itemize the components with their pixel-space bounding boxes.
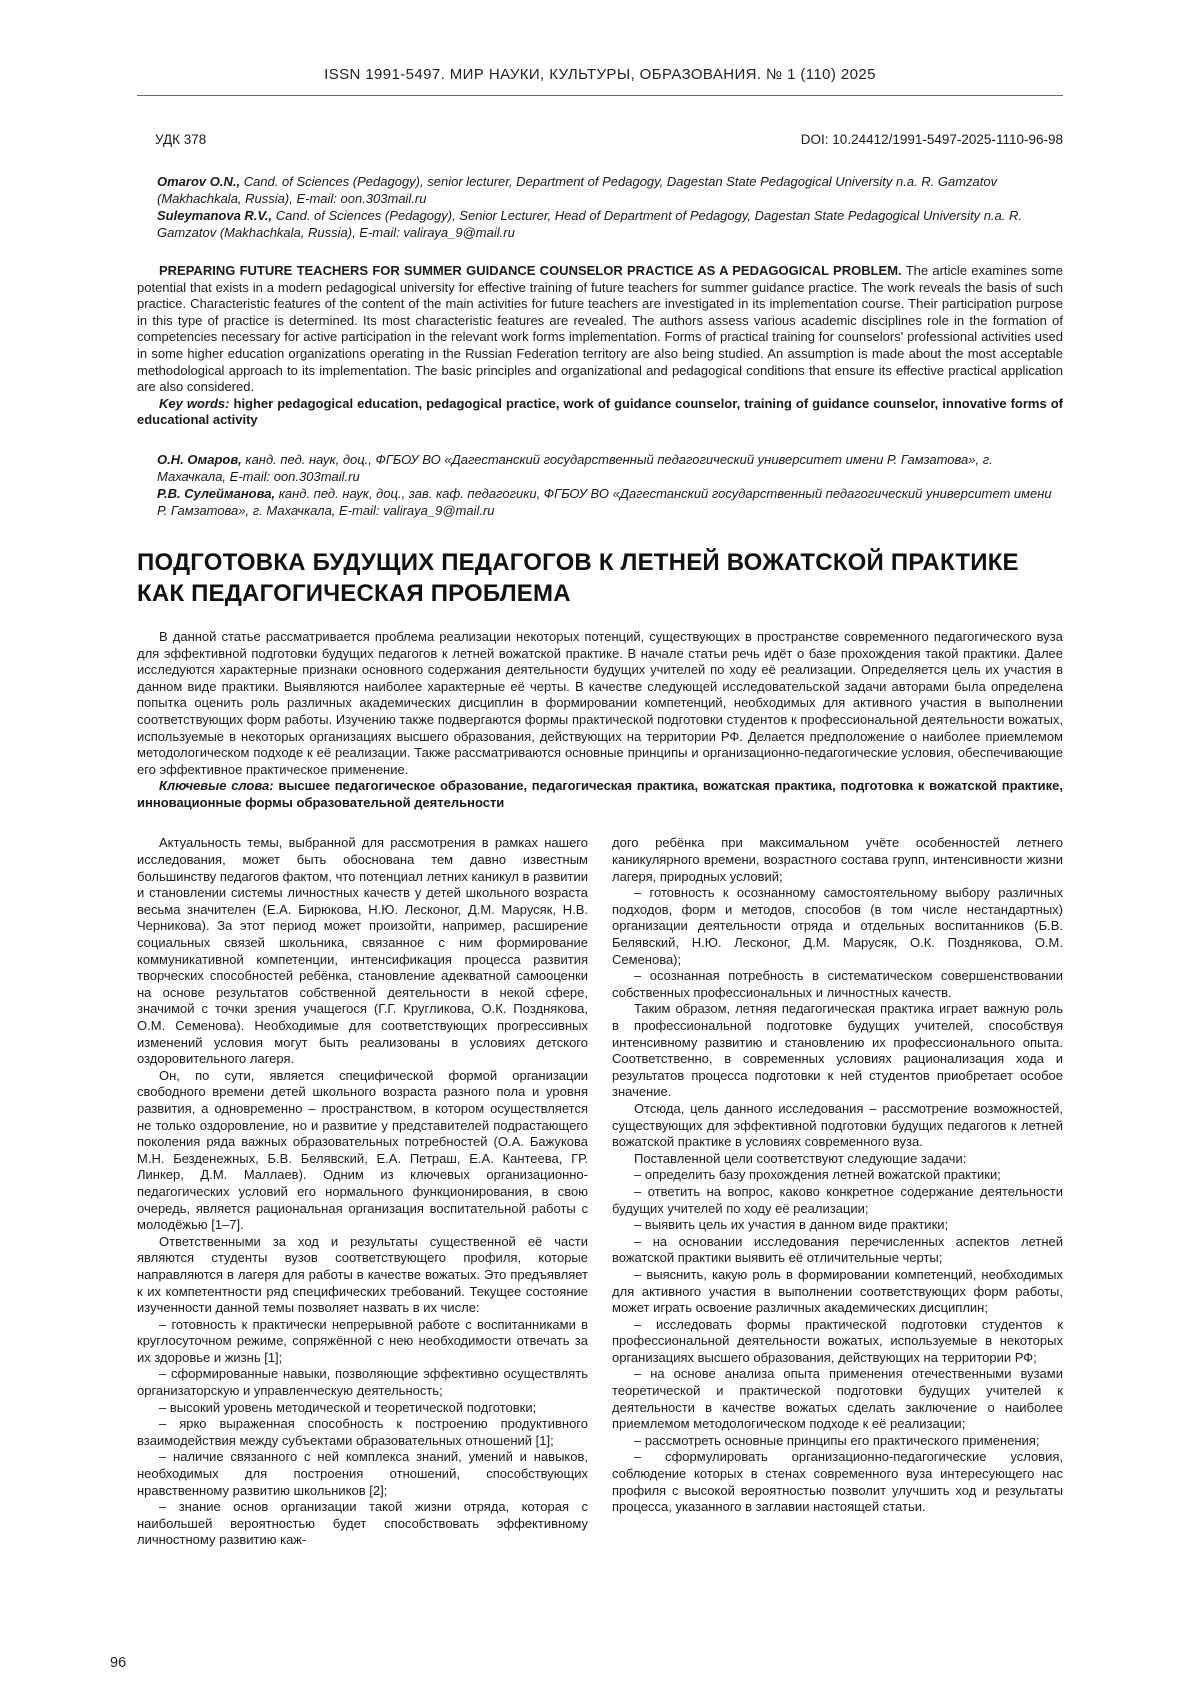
author-affiliation: Cand. of Sciences (Pedagogy), senior lecturer, Department of Pedagogy, Dagestan State Pedagogical University n.a. R. Gamzatov (Makhachkala, Russia), E-mail: oon.303mail.ru [157, 174, 998, 206]
body-list-item: – готовность к осознанному самостоятельному выбору различных подходов, форм и методов, способов (в том числе нестандартных) организации деятельности отряда и отдельных воспитанников (Б.В. Белявский, Н.Ю. Лесконог, Д.М. Марусяк, О.К. Позднякова, О.М. Семенова); [612, 885, 1063, 967]
author-name: Р.В. Сулейманова, [157, 485, 276, 501]
body-list-item: – ответить на вопрос, каково конкретное содержание деятельности будущих учителей по ходу её реализации; [612, 1183, 1063, 1216]
body-list-item: – выяснить, какую роль в формировании компетенций, необходимых для активного участия в выполнении соответствующих форм работы, может играть освоение различных академических дисциплин; [612, 1266, 1063, 1316]
keywords-russian [137, 778, 1063, 811]
body-list-item: – рассмотреть основные принципы его практического применения; [634, 1432, 1040, 1448]
body-list-item: – сформированные навыки, позволяющие эффективно осуществлять организаторскую и управленческую деятельность; [137, 1366, 588, 1399]
authors-russian-block [137, 451, 1063, 519]
body-list-item: – определить базу прохождения летней вожатской практики; [634, 1167, 1001, 1183]
udk-code: УДК 378 [155, 132, 207, 147]
author-name: О.Н. Омаров, [157, 451, 242, 467]
body-list-item: – знание основ организации такой жизни отряда, которая с наибольшей вероятностью будет способствовать эффективному личностному развитию каж- [137, 1499, 588, 1548]
body-list-item: – выявить цель их участия в данном виде практики; [634, 1217, 949, 1233]
page-number: 96 [110, 1655, 127, 1671]
body-right-column [612, 835, 1063, 1549]
body-list-item: – наличие связанного с ней комплекса знаний, умений и навыков, необходимых для построения отношений, способствующих нравственному развитию школьников [2]; [137, 1449, 588, 1498]
keywords-russian-label: Ключевые слова: [159, 778, 274, 794]
meta-row [137, 132, 1063, 147]
keywords-russian-text: высшее педагогическое образование, педагогическая практика, вожатская практика, подготовка к вожатской практике, инновационные формы образовательной деятельности [137, 778, 1063, 810]
abstract-english [137, 263, 1063, 429]
keywords-english-text: higher pedagogical education, pedagogical practice, work of guidance counselor, training of guidance counselor, innovative forms of educational activity [137, 395, 1063, 428]
body-list-item: – на основе анализа опыта применения отечественными вузами теоретической и практической подготовки будущих учителей к деятельности в качестве вожатых сделать заключение о наиболее приемлемом методологическом подходе к её реализации; [612, 1366, 1063, 1432]
body-paragraph: Он, по сути, является специфической формой организации свободного времени детей школьного возраста разного пола и уровня развития, а одновременно – пространством, в котором осуществляется не только оздоровление, но и развитие у представителей подрастающего поколения ряда важных образовательных потребностей (О.А. Бажукова М.Н. Безденежных, Б.В. Белявский, Е.А. Петраш, Е.А. Кантеева, ГР. Линкер, Д.М. Маллаев). Одним из ключевых организационно-педагогических условий его нормального функционирования, в свою очередь, является рациональная организация воспитательной работы с молодёжью [1–7]. [137, 1067, 588, 1233]
abstract-russian-paragraph: В данной статье рассматривается проблема реализации некоторых потенций, существующих в пространстве современного педагогического вуза для эффективной подготовки будущих педагогов к летней вожатской практике. В начале статьи речь идёт о базе прохождения такой практики. Далее исследуются характерные признаки основного содержания деятельности будущих учителей по ходу её реализации. Определяется цель их участия в данном виде практики. Выявляются наиболее характерные её черты. В качестве следующей исследовательской задачи авторами была определена попытка оценить роль различных академических дисциплин в формировании компетенций, необходимых для активного участия в выполнении соответствующих форм работы. Изучению также подвергаются формы практической подготовки студентов к профессиональной деятельности вожатых, используемые в некоторых организациях высшего образования, действующих на территории РФ. Делается предположение о наиболее приемлемом методологическом подходе к её реализации. Также рассматриваются основные принципы и организационно-педагогические условия, обеспечивающие его эффективное практическое применение. [137, 628, 1063, 777]
author-line [157, 173, 1063, 207]
article-title-line1: ПОДГОТОВКА БУДУЩИХ ПЕДАГОГОВ К ЛЕТНЕЙ ВОЖАТСКОЙ ПРАКТИКЕ [137, 548, 1019, 576]
body-list-item: – готовность к практически непрерывной работе с воспитанниками в круглосуточном режиме, сопряжённой с нею необходимости отвечать за их здоровье и жизнь [1]; [137, 1316, 588, 1365]
abstract-english-paragraph [137, 263, 1063, 396]
body-paragraph: Актуальность темы, выбранной для рассмотрения в рамках нашего исследования, может быть обоснована тем давно известным большинству педагогов фактом, что потенциал летних каникул в развитии и становлении системы личностных качеств у детей школьного возраста весьма значителен (Е.А. Бирюкова, Н.Ю. Лесконог, Д.М. Марусяк, Н.В. Черникова). За этот период может произойти, например, расширение социальных связей школьника, связанное с ним формирование коммуникативной компетенции, интенсификация процесса развития творческих способностей ребёнка, становление адекватной самооценки на основе результатов собственной деятельности в некой сфере, значимой с точки зрения учащегося (Г.Г. Кругликова, О.К. Позднякова, О.М. Семенова). Необходимые для соответствующих прогрессивных изменений условия могут быть реализованы в условиях детского оздоровительного лагеря. [137, 835, 588, 1067]
article-title-russian [137, 547, 1063, 609]
author-affiliation: канд. пед. наук, доц., ФГБОУ ВО «Дагестанский государственный педагогический университет имени Р. Гамзатова», г. Махачкала, E-mail: oon.303mail.ru [157, 451, 993, 484]
author-line [157, 207, 1063, 241]
body-paragraph: Поставленной цели соответствуют следующие задачи: [634, 1150, 967, 1166]
journal-title-line: ISSN 1991-5497. МИР НАУКИ, КУЛЬТУРЫ, ОБРАЗОВАНИЯ. № 1 (110) 2025 [324, 66, 876, 83]
article-title-line2: КАК ПЕДАГОГИЧЕСКАЯ ПРОБЛЕМА [137, 579, 571, 607]
body-paragraph: Таким образом, летняя педагогическая практика играет важную роль в профессиональной подготовке будущих учителей, способствуя интенсивному развитию и становлению их профессионального опыта. Соответственно, в современных условиях рационализация хода и результатов процесса подготовки к ней студентов приобретает особое значение. [612, 1001, 1063, 1100]
body-paragraph-continuation: дого ребёнка при максимальном учёте особенностей летнего каникулярного времени, возрастного состава групп, интенсивности жизни лагеря, природных условий; [612, 835, 1063, 884]
body-paragraph: Отсюда, цель данного исследования – рассмотрение возможностей, существующих для эффективной подготовки будущих педагогов к летней вожатской практике в условиях современного вуза. [612, 1100, 1063, 1150]
doi-code: DOI: 10.24412/1991-5497-2025-1110-96-98 [800, 132, 1063, 147]
authors-english-block [137, 173, 1063, 241]
author-line [157, 451, 1063, 485]
author-name: Suleymanova R.V., [157, 208, 273, 223]
body-paragraph: Ответственными за ход и результаты существенной её части являются студенты вузов соответствующего профиля, которые направляются в лагеря для работы в качестве вожатых. Это предъявляет к их компетентности ряд специфических требований. Текущее состояние изученности данной темы позволяет назвать в их числе: [137, 1233, 588, 1316]
body-list-item: – ярко выраженная способность к построению продуктивного взаимодействия между субъектами образовательных отношений [1]; [137, 1416, 588, 1448]
body-list-item: – сформулировать организационно-педагогические условия, соблюдение которых в стенах современного вуза интересующего нас профиля с высокой вероятностью позволит улучшить ход и результаты процесса, указанного в заглавии настоящей статьи. [612, 1449, 1063, 1515]
body-list-item: – высокий уровень методической и теоретической подготовки; [159, 1399, 537, 1415]
article-title-english: PREPARING FUTURE TEACHERS FOR SUMMER GUIDANCE COUNSELOR PRACTICE AS A PEDAGOGICAL PROBLEM. [159, 263, 902, 278]
body-list-item: – исследовать формы практической подготовки студентов к профессиональной деятельности вожатых, используемые в некоторых организациях высшего образования, действующих на территории РФ; [612, 1316, 1063, 1365]
keywords-english-label: Key words: [159, 395, 230, 411]
author-affiliation: Cand. of Sciences (Pedagogy), Senior Lecturer, Head of Department of Pedagogy, Dagestan State Pedagogical University n.a. R. Gamzatov (Makhachkala, Russia), E-mail: valiraya_9@mail.ru [157, 208, 1022, 240]
keywords-english [137, 396, 1063, 429]
body-list-item: – на основании исследования перечисленных аспектов летней вожатской практики выявить её отличительные черты; [612, 1233, 1063, 1266]
abstract-english-text: The article examines some potential that exists in a modern pedagogical university for effective training of future teachers for summer guidance practice. The work reveals the basis of such practice. Characteristic features of the content of the main activities for future teachers are investigated in its implementation course. Their participation purpose in this type of practice is determined. Its most characteristic features are revealed. The authors assess various academic disciplines role in the formation of competencies necessary for active participation in the relevant work forms implementation. Forms of practical training for counselors' professional activities used in some higher education organizations operating in the Russian Federation territory are also being studied. An assumption is made about the most acceptable methodological approach to its implementation. The basic principles and organizational and pedagogical conditions that ensure its effective practical application are also considered. [137, 263, 1063, 395]
article-body [137, 835, 1063, 1549]
body-left-column [137, 835, 588, 1549]
author-name: Omarov O.N., [157, 174, 241, 189]
body-list-item: – осознанная потребность в систематическом совершенствовании собственных профессиональных и личностных качеств. [612, 968, 1063, 1000]
author-line [157, 485, 1063, 519]
author-affiliation: канд. пед. наук, доц., зав. каф. педагогики, ФГБОУ ВО «Дагестанский государственный педагогический университет имени Р. Гамзатова», г. Махачкала, E-mail: valiraya_9@mail.ru [157, 485, 1052, 518]
journal-header [137, 66, 1063, 96]
abstract-russian [137, 629, 1063, 812]
